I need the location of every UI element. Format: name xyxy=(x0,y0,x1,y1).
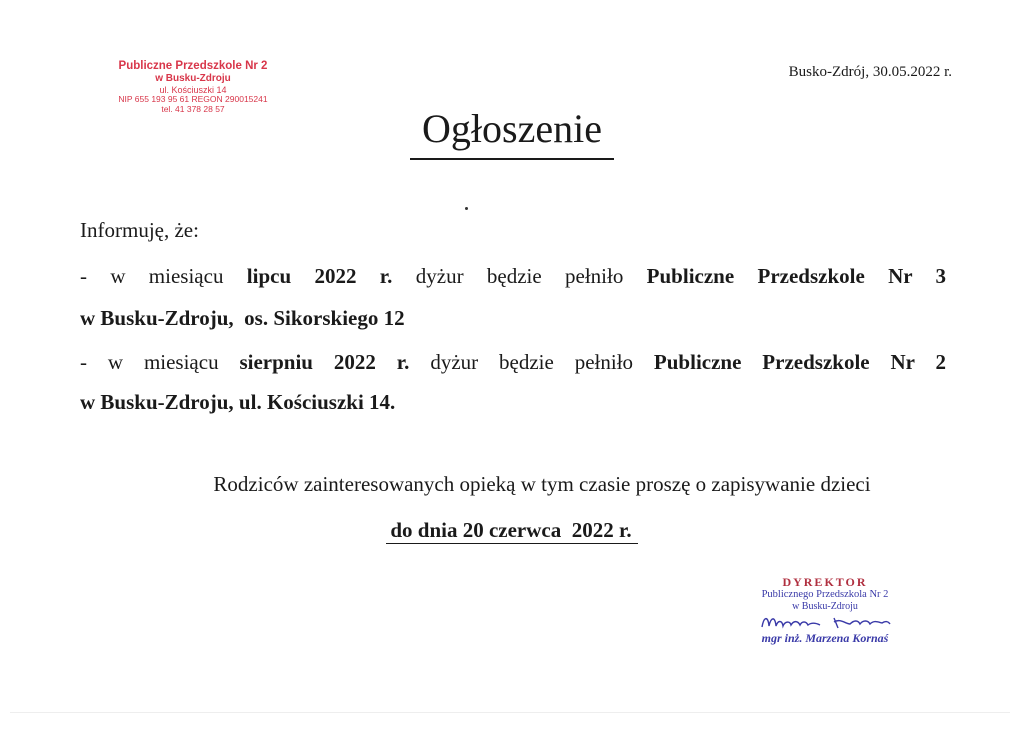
stamp-phone: tel. 41 378 28 57 xyxy=(161,103,225,114)
scan-dot xyxy=(465,207,468,210)
stamp-ids: NIP 655 193 95 61 REGON 290015241 xyxy=(118,94,268,105)
title-text: Ogłoszenie xyxy=(410,104,614,160)
item2-prefix: - w miesiącu xyxy=(80,350,219,374)
item2-line1 xyxy=(80,350,946,375)
place-date: Busko-Zdrój, 30.05.2022 r. xyxy=(788,64,952,80)
item2-address: w Busku-Zdroju, ul. Kościuszki 14. xyxy=(80,390,396,414)
stamp-address: ul. Kościuszki 14 xyxy=(159,84,227,95)
item2-middle: dyżur będzie pełniło xyxy=(430,350,634,374)
item1-middle: dyżur będzie pełniło xyxy=(415,264,624,288)
page-title xyxy=(0,104,1024,160)
item2-month: sierpniu 2022 r. xyxy=(239,350,410,374)
request-text: Rodziców zainteresowanych opieką w tym czasie proszę o zapisywanie dzieci xyxy=(213,472,871,496)
stamp-city: w Busku-Zdroju xyxy=(155,73,231,85)
director-signature-stamp xyxy=(735,576,915,645)
item1-month: lipcu 2022 r. xyxy=(246,264,393,288)
director-name: mgr inż. Marzena Kornaś xyxy=(761,630,889,645)
handwritten-signature-icon xyxy=(750,612,900,632)
item1-line2 xyxy=(80,306,405,331)
item1-line1 xyxy=(80,264,946,289)
item2-line2 xyxy=(80,390,395,415)
deadline-text: do dnia 20 czerwca 2022 r. xyxy=(386,518,637,544)
intro-text: Informuję, że: xyxy=(80,218,199,242)
scan-edge xyxy=(10,712,1010,713)
item1-institution: Publiczne Przedszkole Nr 3 xyxy=(646,264,947,288)
stamp-name: Publiczne Przedszkole Nr 2 xyxy=(118,60,268,72)
director-city: w Busku-Zdroju xyxy=(792,600,858,612)
director-org: Publicznego Przedszkola Nr 2 xyxy=(761,589,889,601)
director-title: DYREKTOR xyxy=(782,575,868,589)
item1-address: w Busku-Zdroju, os. Sikorskiego 12 xyxy=(80,306,405,330)
deadline xyxy=(0,518,1024,543)
item1-prefix: - w miesiącu xyxy=(80,264,224,288)
item2-institution: Publiczne Przedszkole Nr 2 xyxy=(653,350,946,374)
